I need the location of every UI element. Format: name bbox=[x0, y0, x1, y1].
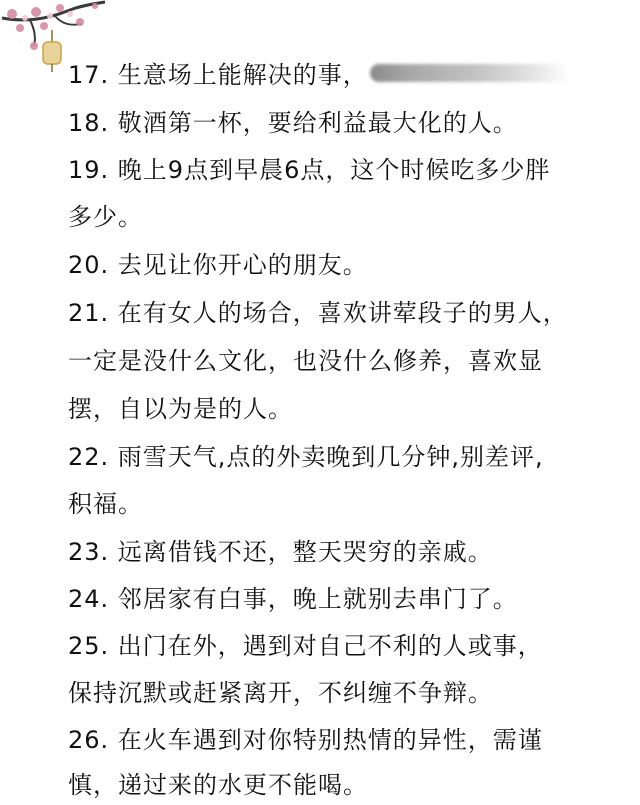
redaction-smear bbox=[370, 64, 570, 82]
list-line: 保持沉默或赶紧离开，不纠缠不争辩。 bbox=[68, 679, 493, 707]
list-line: 22. 雨雪天气,点的外卖晚到几分钟,别差评, bbox=[68, 443, 544, 471]
list-line: 17. 生意场上能解决的事， bbox=[68, 61, 368, 89]
list-line: 25. 出门在外，遇到对自己不利的人或事， bbox=[68, 632, 543, 660]
list-line: 一定是没什么文化，也没什么修养，喜欢显 bbox=[68, 347, 543, 375]
list-line: 20. 去见让你开心的朋友。 bbox=[68, 251, 368, 279]
list-line: 21. 在有女人的场合，喜欢讲荤段子的男人， bbox=[68, 299, 568, 327]
list-line: 19. 晚上9点到早晨6点，这个时候吃多少胖 bbox=[68, 156, 551, 184]
list-line: 24. 邻居家有白事，晚上就别去串门了。 bbox=[68, 585, 518, 613]
list-line: 慎，递过来的水更不能喝。 bbox=[68, 771, 368, 799]
list-line: 摆，自以为是的人。 bbox=[68, 395, 293, 423]
list-line: 26. 在火车遇到对你特别热情的异性，需谨 bbox=[68, 726, 543, 754]
list-line: 23. 远离借钱不还，整天哭穷的亲戚。 bbox=[68, 538, 493, 566]
list-line: 18. 敬酒第一杯，要给利益最大化的人。 bbox=[68, 109, 518, 137]
list-line: 多少。 bbox=[68, 203, 143, 231]
list-line: 积福。 bbox=[68, 490, 143, 518]
